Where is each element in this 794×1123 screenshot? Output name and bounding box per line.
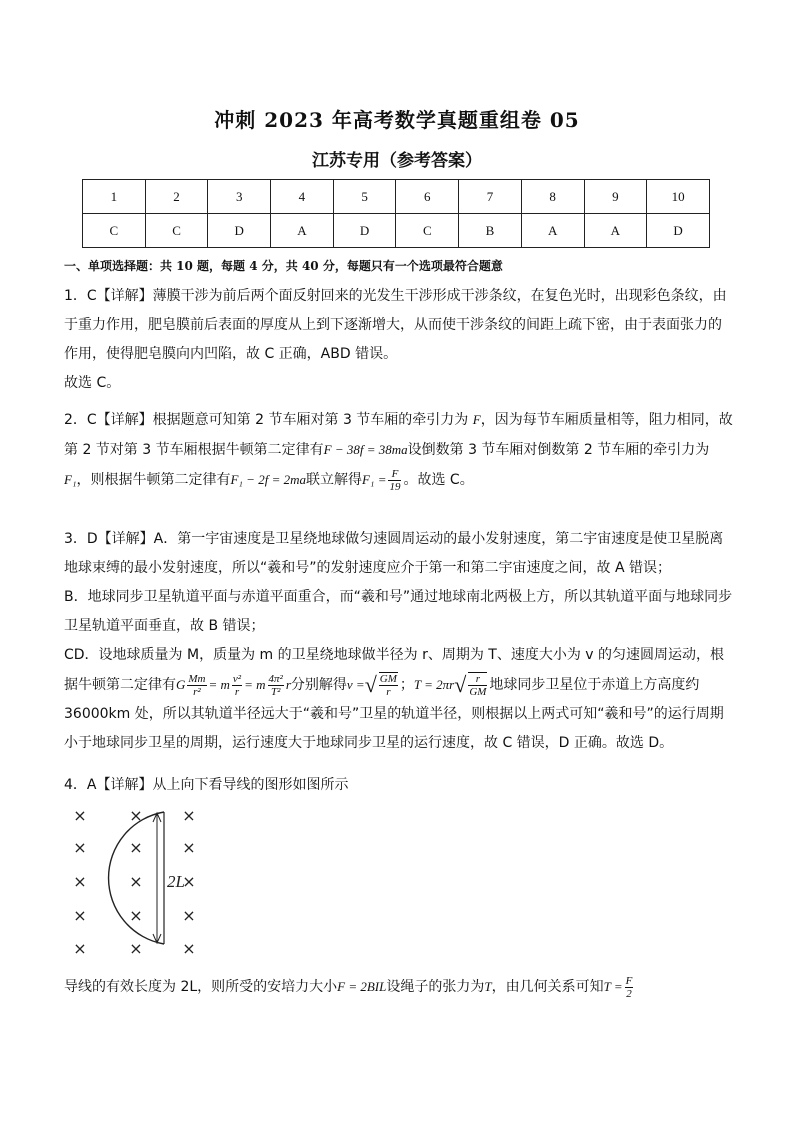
q3-separator: ； xyxy=(399,677,414,693)
q3-fraction-2-numerator: v² xyxy=(232,672,242,685)
question-number-cell: 10 xyxy=(647,180,710,214)
q3-fraction-3 xyxy=(268,673,284,698)
question-number-cell: 9 xyxy=(584,180,647,214)
q2-var-F1: F₁ xyxy=(64,472,77,487)
q4-text xyxy=(64,972,734,1002)
q4-fraction xyxy=(625,975,634,1000)
answer-table-answer-row xyxy=(83,214,710,248)
q3-fraction-2-denominator: r xyxy=(234,685,240,698)
q3-v-sqrt xyxy=(365,670,400,699)
q3-fraction-3-denominator: T² xyxy=(270,685,281,698)
question-number-cell: 8 xyxy=(521,180,584,214)
q4-after1: 导线的有效长度为 2L，则所受的安培力大小 xyxy=(64,979,338,995)
page-title: 冲刺 2023 年高考数学真题重组卷 05 xyxy=(214,108,580,132)
answer-cell: D xyxy=(333,214,396,248)
q2-solution xyxy=(64,405,734,495)
q3-eq-equals-1: = m xyxy=(208,677,230,692)
q2-part2: ，因为每节车厢质量相等，阻力相同，故第 2 节对第 3 节车厢根据牛顿第二定律有 xyxy=(64,412,733,458)
question-number-cell: 2 xyxy=(145,180,208,214)
q3-solution xyxy=(64,525,734,758)
q3-line-cd xyxy=(64,641,734,758)
q2-part4: ，则根据牛顿第二定律有 xyxy=(76,472,231,488)
answer-cell: C xyxy=(83,214,146,248)
q3-cd-part2: 分别解得 xyxy=(290,677,347,693)
field-cross-icon: × xyxy=(73,906,87,925)
q3-T-numerator: r xyxy=(468,673,487,686)
q1-solution xyxy=(64,282,734,398)
q3-line-b: B．地球同步卫星轨道平面与赤道平面重合，而“羲和号”通过地球南北两极上方，所以其轨道平面与地球同步卫星轨道平面垂直，故 B 错误； xyxy=(64,589,733,634)
question-number-cell: 5 xyxy=(333,180,396,214)
answer-cell: A xyxy=(521,214,584,248)
q3-v-lhs: v = xyxy=(346,677,365,692)
answer-cell: A xyxy=(584,214,647,248)
q4-intro: 4．A【详解】从上向下看导线的图形如图所示 xyxy=(64,777,349,793)
field-cross-icon: × xyxy=(73,838,87,857)
field-cross-icon: × xyxy=(73,939,87,958)
q2-part5: 联立解得 xyxy=(305,472,362,488)
sqrt-icon: √ xyxy=(364,672,377,698)
q4-fraction-numerator: F xyxy=(625,974,633,987)
question-number-cell: 6 xyxy=(396,180,459,214)
q4-force-equation: F = 2BIL xyxy=(337,979,387,994)
q3-T-sqrt xyxy=(454,670,489,699)
length-label: 2L xyxy=(167,872,185,891)
q3-eq-G: G xyxy=(176,677,186,692)
q2-part1: 2．C【详解】根据题意可知第 2 节车厢对第 3 节车厢的牵引力为 xyxy=(64,412,473,428)
q2-equation-1: F − 38f = 38ma xyxy=(323,442,408,457)
q4-after2: 设绳子的张力为 xyxy=(386,979,485,995)
answer-cell: B xyxy=(459,214,522,248)
field-cross-icon: × xyxy=(182,872,196,891)
q3-fraction-1-denominator: r² xyxy=(193,685,201,698)
q3-v-numerator: GM xyxy=(379,672,397,685)
q4-after3: ，由几何关系可知 xyxy=(491,979,604,995)
q3-fraction-1 xyxy=(187,673,206,698)
q3-eq-r: r xyxy=(285,677,291,692)
q2-equation-2: F₁ − 2f = 2ma xyxy=(230,472,306,487)
sqrt-icon: √ xyxy=(454,672,467,698)
field-cross-icon: × xyxy=(182,939,196,958)
answer-table xyxy=(82,179,710,248)
field-cross-icon: × xyxy=(73,872,87,891)
field-cross-icon: × xyxy=(182,806,196,825)
q3-line-a: 3．D【详解】A．第一宇宙速度是卫星绕地球做匀速圆周运动的最小发射速度，第二宇宙速度是使卫星脱离地球束缚的最小发射速度，所以“羲和号”的发射速度应介于第一和第二宇宙速度之间，故 A 错误； xyxy=(64,531,724,576)
field-cross-icon: × xyxy=(129,906,143,925)
question-number-cell: 3 xyxy=(208,180,271,214)
q3-T-sqrt-fraction xyxy=(468,672,487,698)
q2-fraction-numerator: F xyxy=(388,468,401,481)
q2-part3: 设倒数第 3 节车厢对倒数第 2 节车厢的牵引力为 xyxy=(407,442,710,458)
q4-T-lhs: T = xyxy=(603,979,623,994)
question-number-cell: 7 xyxy=(459,180,522,214)
q3-T-denominator: GM xyxy=(469,685,487,698)
page-subtitle: 江苏专用（参考答案） xyxy=(312,151,482,171)
wire-figure xyxy=(64,800,214,960)
q3-fraction-2 xyxy=(232,673,242,698)
q1-text: 1．C【详解】薄膜干涉为前后两个面反射回来的光发生干涉形成干涉条纹，在复色光时，出现彩色条纹，由于重力作用，肥皂膜前后表面的厚度从上到下逐渐增大，从而使干涉条纹的间距上疏下密，由于表面张力的作用，使得肥皂膜向内凹陷，故 C 正确，ABD 错误。 xyxy=(64,288,727,362)
answer-cell: C xyxy=(145,214,208,248)
q3-cd-part1: CD．设地球质量为 M，质量为 m 的卫星绕地球做半径为 r、周期为 T、速度大小为 v 的匀速圆周运动，根据牛顿第二定律有 xyxy=(64,647,725,693)
q3-fraction-3-numerator: 4π² xyxy=(268,672,283,685)
question-number-cell: 1 xyxy=(83,180,146,214)
answer-table-number-row xyxy=(83,180,710,214)
field-cross-icon: × xyxy=(73,806,87,825)
q3-v-denominator: r xyxy=(386,685,391,698)
q2-var-F: F xyxy=(472,412,481,427)
field-cross-icon: × xyxy=(129,939,143,958)
section-heading: 一、单项选择题：共 10 题，每题 4 分，共 40 分，每题只有一个选项最符合题意 xyxy=(64,259,503,273)
answer-cell: C xyxy=(396,214,459,248)
field-cross-icon: × xyxy=(129,872,143,891)
answer-cell: D xyxy=(208,214,271,248)
q3-v-sqrt-fraction xyxy=(379,672,398,698)
q3-cd-part3: 地球同步卫星位于赤道上方高度约 36000km 处，所以其轨道半径远大于“羲和号”卫星的轨道半径，则根据以上两式可知“羲和号”的运行周期小于地球同步卫星的周期，运行速度大于地球同步卫星的运行速度，故 C 错误，D 正确。故选 D。 xyxy=(64,677,724,751)
q3-T-lhs: T = 2πr xyxy=(413,677,455,692)
q2-text xyxy=(64,405,734,495)
field-cross-icon: × xyxy=(129,806,143,825)
q2-equation-3-lhs: F₁ = xyxy=(361,472,387,487)
q2-fraction-denominator: 19 xyxy=(389,480,401,493)
q2-part6: 。故选 C。 xyxy=(403,472,474,488)
field-cross-icon: × xyxy=(182,906,196,925)
q4-solution xyxy=(64,972,734,1002)
field-cross-icon: × xyxy=(182,838,196,857)
q2-fraction xyxy=(388,468,401,493)
answer-cell: D xyxy=(647,214,710,248)
q3-fraction-1-numerator: Mm xyxy=(188,672,206,685)
q3-eq-equals-2: = m xyxy=(244,677,266,692)
q4-fraction-denominator: 2 xyxy=(626,987,632,1000)
q4-var-T: T xyxy=(484,979,492,994)
q1-conclusion: 故选 C。 xyxy=(64,375,121,391)
field-cross-icon: × xyxy=(129,838,143,857)
question-number-cell: 4 xyxy=(271,180,334,214)
answer-cell: A xyxy=(271,214,334,248)
